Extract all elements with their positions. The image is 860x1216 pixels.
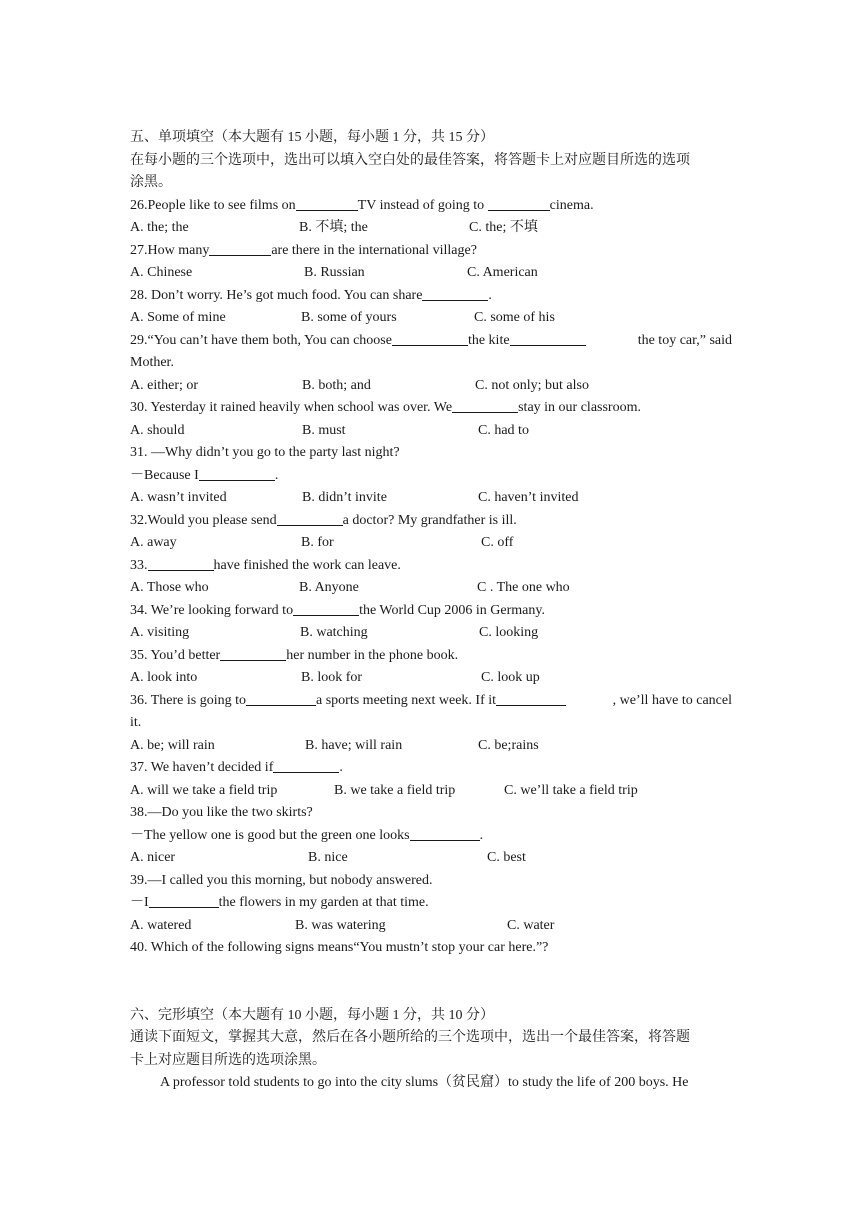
answer-blank bbox=[148, 556, 214, 571]
section-gap bbox=[130, 960, 732, 1005]
options-32 bbox=[130, 532, 732, 555]
cloze-passage: A professor told students to go into the city slums（贫民窟）to study the life of 200 boys. He bbox=[160, 1075, 689, 1090]
option-b: B. nice bbox=[308, 850, 348, 865]
option-a: A. nicer bbox=[130, 850, 176, 865]
section6-instructions-line1: 通读下面短文，掌握其大意，然后在各小题所给的三个选项中，选出一个最佳答案，将答题 bbox=[130, 1030, 690, 1045]
option-b: B. watching bbox=[300, 625, 368, 640]
question-text: 32.Would you please send bbox=[130, 512, 277, 528]
answer-blank bbox=[293, 601, 359, 616]
question-text: the World Cup 2006 in Germany. bbox=[359, 602, 545, 618]
question-32 bbox=[130, 510, 732, 533]
question-text: 36. There is going to bbox=[130, 692, 247, 708]
answer-blank bbox=[246, 691, 316, 706]
exam-page bbox=[130, 127, 732, 1095]
question-text: are there in the international village? bbox=[271, 242, 477, 258]
question-text: TV instead of going to bbox=[357, 197, 488, 213]
question-text: . bbox=[479, 827, 484, 843]
option-c: C. be;rains bbox=[478, 737, 539, 753]
question-36-continued: it. bbox=[130, 715, 142, 730]
option-c: C. off bbox=[481, 535, 514, 550]
answer-blank bbox=[273, 758, 339, 773]
question-text: cinema. bbox=[549, 197, 594, 213]
option-c: C. best bbox=[487, 850, 526, 865]
question-text: a doctor? My grandfather is ill. bbox=[342, 512, 517, 528]
answer-blank bbox=[510, 331, 586, 346]
question-31: 31. —Why didn’t you go to the party last night? bbox=[130, 445, 400, 460]
question-text: . bbox=[339, 760, 343, 775]
question-37 bbox=[130, 757, 732, 780]
option-b: B. some of yours bbox=[301, 310, 397, 325]
question-text: 34. We’re looking forward to bbox=[130, 602, 294, 618]
option-b: B. Anyone bbox=[299, 580, 359, 595]
option-a: A. should bbox=[130, 422, 185, 438]
options-27 bbox=[130, 262, 732, 285]
options-31 bbox=[130, 487, 732, 510]
question-34 bbox=[130, 600, 732, 623]
section6-heading: 六、完形填空（本大题有 10 小题，每小题 1 分，共 10 分） bbox=[130, 1007, 494, 1023]
option-a: A. will we take a field trip bbox=[130, 782, 278, 798]
option-c: C. the; 不填 bbox=[469, 220, 538, 235]
question-38: 38.—Do you like the two skirts? bbox=[130, 805, 313, 820]
answer-blank bbox=[209, 241, 271, 256]
answer-blank bbox=[422, 286, 488, 301]
question-text: 30. Yesterday it rained heavily when school was over. We bbox=[130, 400, 453, 415]
section5-instructions-line2: 涂黑。 bbox=[130, 175, 172, 190]
question-text: , we’ll have to cancel bbox=[612, 692, 732, 708]
option-b: B. have; will rain bbox=[305, 737, 403, 753]
option-a: A. the; the bbox=[130, 220, 189, 235]
option-a: A. be; will rain bbox=[130, 737, 215, 753]
section5-instructions-line1: 在每小题的三个选项中，选出可以填入空白处的最佳答案，将答题卡上对应题目所选的选项 bbox=[130, 152, 690, 168]
answer-blank bbox=[496, 691, 566, 706]
options-37 bbox=[130, 780, 732, 803]
answer-blank bbox=[199, 466, 275, 481]
question-text: 37. We haven’t decided if bbox=[130, 760, 274, 775]
section6-instructions-line2: 卡上对应题目所选的选项涂黑。 bbox=[130, 1052, 326, 1068]
option-c: C. we’ll take a field trip bbox=[504, 782, 638, 798]
answer-blank bbox=[392, 331, 468, 346]
question-text: a sports meeting next week. If it bbox=[316, 692, 497, 708]
option-a: A. watered bbox=[130, 917, 192, 933]
option-c: C. looking bbox=[479, 625, 539, 640]
answer-blank bbox=[296, 196, 358, 211]
option-b: B. was watering bbox=[295, 917, 386, 933]
options-39 bbox=[130, 915, 732, 938]
option-b: B. Russian bbox=[304, 265, 365, 280]
option-a: A. visiting bbox=[130, 625, 190, 640]
option-b: B. both; and bbox=[302, 377, 371, 393]
answer-blank bbox=[452, 398, 518, 413]
question-27 bbox=[130, 240, 732, 263]
options-35 bbox=[130, 667, 732, 690]
answer-blank bbox=[149, 893, 219, 908]
option-a: A. either; or bbox=[130, 377, 199, 393]
question-29-continued: Mother. bbox=[130, 355, 174, 370]
question-39: 39.—I called you this morning, but nobody answered. bbox=[130, 872, 433, 888]
answer-blank bbox=[410, 826, 480, 841]
question-40: 40. Which of the following signs means“You mustn’t stop your car here.”? bbox=[130, 940, 549, 955]
question-text: the toy car,” said bbox=[637, 332, 732, 348]
question-text: 29.“You can’t have them both, You can choose bbox=[130, 332, 392, 348]
section5-heading: 五、单项填空（本大题有 15 小题，每小题 1 分，共 15 分） bbox=[130, 130, 494, 145]
question-35 bbox=[130, 645, 732, 668]
question-text: stay in our classroom. bbox=[518, 400, 641, 415]
question-text: 27.How many bbox=[130, 242, 210, 258]
option-c: C. haven’t invited bbox=[478, 490, 579, 505]
question-39-response bbox=[130, 892, 732, 915]
option-b: B. for bbox=[301, 535, 334, 550]
options-36 bbox=[130, 735, 732, 758]
options-30 bbox=[130, 420, 732, 443]
option-a: A. Those who bbox=[130, 580, 209, 595]
question-text: . bbox=[488, 287, 492, 303]
question-text: 28. Don’t worry. He’s got much food. You can share bbox=[130, 287, 423, 303]
option-c: C. water bbox=[507, 917, 555, 933]
option-b: B. look for bbox=[301, 670, 363, 685]
question-31-response bbox=[130, 465, 732, 488]
question-38-response bbox=[130, 825, 732, 848]
answer-blank bbox=[220, 646, 286, 661]
option-a: A. Some of mine bbox=[130, 310, 226, 325]
options-38 bbox=[130, 847, 732, 870]
answer-blank bbox=[488, 196, 550, 211]
question-28 bbox=[130, 285, 732, 308]
option-c: C. some of his bbox=[474, 310, 555, 325]
option-a: A. wasn’t invited bbox=[130, 490, 227, 505]
option-c: C. not only; but also bbox=[475, 377, 589, 393]
question-text: her number in the phone book. bbox=[286, 647, 459, 663]
options-26 bbox=[130, 217, 732, 240]
question-text: －The yellow one is good but the green one looks bbox=[130, 827, 410, 843]
question-33 bbox=[130, 555, 732, 578]
option-c: C . The one who bbox=[477, 580, 570, 595]
question-text: . bbox=[274, 467, 279, 483]
options-28 bbox=[130, 307, 732, 330]
option-a: A. look into bbox=[130, 670, 198, 685]
question-26 bbox=[130, 195, 732, 218]
question-29 bbox=[130, 330, 732, 353]
option-b: B. didn’t invite bbox=[302, 490, 387, 505]
answer-blank bbox=[277, 511, 343, 526]
option-b: B. we take a field trip bbox=[334, 782, 456, 798]
question-text: have finished the work can leave. bbox=[213, 557, 401, 573]
question-text: 33. bbox=[130, 557, 148, 573]
question-text: －Because I bbox=[130, 467, 199, 483]
question-text: －I bbox=[130, 895, 149, 910]
option-c: C. look up bbox=[481, 670, 540, 685]
option-c: C. American bbox=[467, 265, 538, 280]
option-b: B. 不填; the bbox=[299, 220, 368, 235]
option-a: A. Chinese bbox=[130, 265, 193, 280]
option-a: A. away bbox=[130, 535, 177, 550]
question-text: the kite bbox=[467, 332, 510, 348]
question-36 bbox=[130, 690, 732, 713]
options-33 bbox=[130, 577, 732, 600]
question-text: the flowers in my garden at that time. bbox=[218, 895, 429, 910]
question-30 bbox=[130, 397, 732, 420]
options-29 bbox=[130, 375, 732, 398]
question-text: 35. You’d better bbox=[130, 647, 221, 663]
options-34 bbox=[130, 622, 732, 645]
option-c: C. had to bbox=[478, 422, 529, 438]
option-b: B. must bbox=[302, 422, 346, 438]
question-text: 26.People like to see films on bbox=[130, 197, 296, 213]
